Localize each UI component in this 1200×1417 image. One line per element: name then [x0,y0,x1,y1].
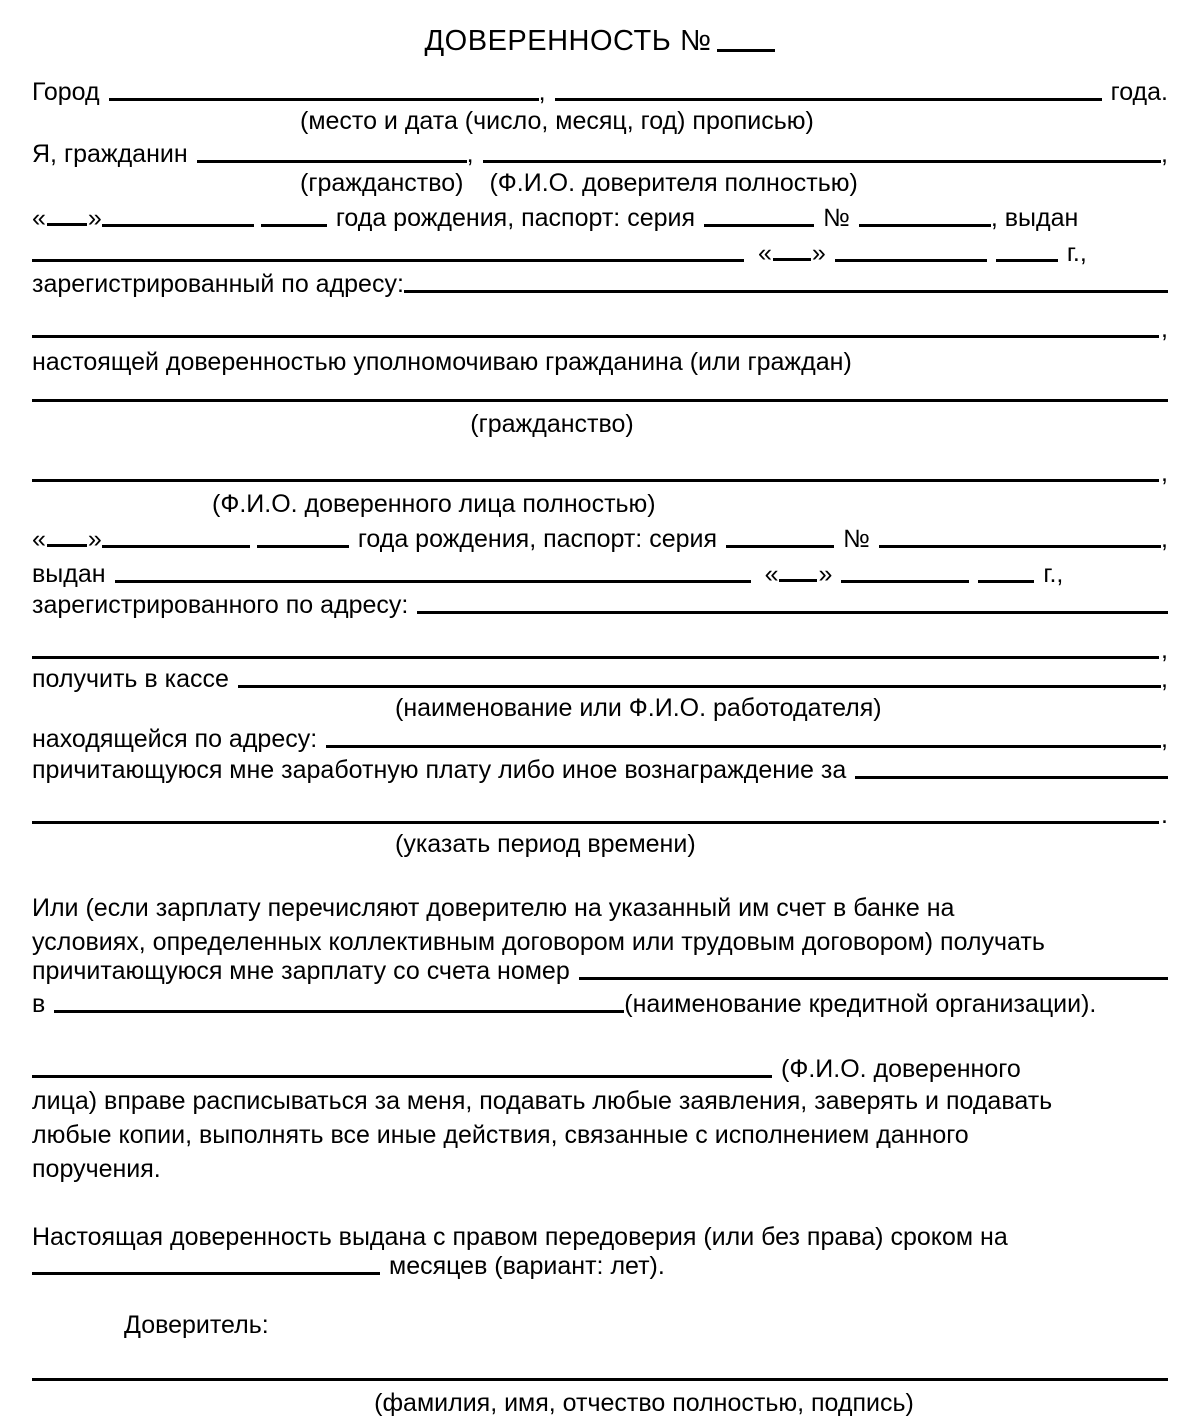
term-paragraph [32,1220,1168,1254]
attorney-issue-day-rule[interactable] [779,560,817,582]
receive-cashier-row [32,667,1168,692]
city-label: Город [32,78,100,106]
attorney-birth-passport-row [32,525,1168,552]
principal-signature-row [32,1313,1168,1338]
principal-birth-passport-row [32,204,1168,231]
attorney-passport-number-rule[interactable] [879,545,1161,548]
attorney-registered-cont-row [32,638,1168,663]
principal-issued-label: , выдан [990,204,1079,232]
principal-issue-day-group [758,239,826,266]
caption-place-date: (место и дата (число, месяц, год) прописью) [300,107,814,135]
powers-name-row [32,1057,1168,1082]
attorney-birth-month-rule[interactable] [102,545,250,548]
principal-registered-rule[interactable] [404,290,1168,293]
salary-period-end-dot: . [1161,801,1168,829]
attorney-citizenship-rule[interactable] [32,399,1168,402]
principal-fullname-rule[interactable] [483,160,1161,163]
salary-period-cont-row [32,803,1168,828]
employer-address-rule[interactable] [326,745,1161,748]
principal-registered-cont-row [32,317,1168,342]
attorney-issue-year-suffix: г., [1043,560,1064,588]
attorney-fullname-comma: , [1161,459,1168,487]
receive-cashier-label: получить в кассе [32,665,229,693]
attorney-issued-label: выдан [32,560,106,588]
principal-signature-label: Доверитель: [124,1311,269,1339]
principal-birth-month-rule[interactable] [102,224,254,227]
caption-attorney-citizenship: (гражданство) [470,410,634,438]
bank-account-row [32,959,1168,984]
quote-close: » [87,525,102,553]
principal-intro-comma: , [466,140,474,168]
bank-in-label: в [32,990,46,1018]
principal-issuer-row [32,239,1168,266]
employer-address-row [32,727,1168,752]
principal-passport-number-rule[interactable] [859,224,991,227]
attorney-birth-day-rule[interactable] [47,525,87,547]
principal-issue-year-suffix: г., [1066,239,1087,267]
quote-open: « [758,239,772,267]
attorney-issuer-row [32,560,1168,587]
caption-powers-attorney-name: (Ф.И.О. доверенного [781,1055,1021,1083]
caption-employer: (наименование или Ф.И.О. работодателя) [395,694,882,722]
attorney-passport-comma: , [1161,525,1168,553]
principal-registered-label: зарегистрированный по адресу: [32,270,404,298]
attorney-fullname-row [32,461,1168,486]
principal-citizenship-rule[interactable] [197,160,467,163]
bank-paragraph-line2: условиях, определенных коллективным договором или трудовым договором) получать [32,928,1045,956]
principal-birth-year-rule[interactable] [261,224,327,227]
page-title-text: ДОВЕРЕННОСТЬ № [424,25,712,57]
principal-intro-row [32,142,1168,167]
attorney-passport-number-sign: № [843,525,870,553]
city-date-row [32,80,1168,105]
attorney-birth-day-group [32,525,102,552]
bank-paragraph [32,891,1168,959]
caption-period: (указать период времени) [395,830,696,858]
signature-line-row [32,1378,1168,1385]
attorney-registered-row [32,593,1168,618]
salary-period-rule[interactable] [855,776,1168,779]
attorney-issue-year-rule[interactable] [978,580,1034,583]
principal-registered-cont-comma: , [1161,315,1168,343]
quote-open: « [32,525,46,553]
attorney-issue-month-rule[interactable] [841,580,969,583]
caption-attorney-fullname: (Ф.И.О. доверенного лица полностью) [212,490,656,518]
salary-period-label: причитающуюся мне заработную плату либо иное вознаграждение за [32,756,847,784]
quote-close: » [87,204,102,232]
caption-principal-citizenship: (гражданство) [300,169,464,197]
authorize-label: настоящей доверенностью уполномочиваю гражданина (или граждан) [32,348,852,376]
caption-signature: (фамилия, имя, отчество полностью, подпись) [374,1389,914,1417]
quote-open: « [32,204,46,232]
attorney-registered-cont-comma: , [1161,636,1168,664]
term-months-label: месяцев (вариант: лет). [389,1252,665,1280]
principal-birth-day-group [32,204,102,231]
salary-period-row [32,758,1168,783]
attorney-citizenship-row [32,399,1168,406]
quote-open: « [764,560,779,588]
term-line1: Настоящая доверенность выдана с правом передоверия (или без права) сроком на [32,1223,1008,1251]
attorney-fullname-rule[interactable] [32,479,1159,482]
doc-number-blank[interactable] [717,49,775,52]
powers-attorney-name-rule[interactable] [32,1075,772,1078]
city-input-rule[interactable] [109,98,539,101]
term-months-row [32,1254,1168,1279]
principal-passport-series-rule[interactable] [704,224,814,227]
attorney-issue-day-group [765,560,833,587]
employer-name-comma: , [1161,665,1168,693]
date-input-rule[interactable] [555,98,1102,101]
year-suffix: года. [1110,78,1168,106]
quote-close: » [818,560,833,588]
city-comma: , [538,78,546,106]
attorney-issuer-rule[interactable] [115,580,751,583]
employer-name-rule[interactable] [238,685,1161,688]
principal-birth-suffix: года рождения, паспорт: серия [335,204,696,232]
principal-registered-cont-rule[interactable] [32,335,1159,338]
signature-rule[interactable] [32,1378,1168,1381]
caption-credit-org: (наименование кредитной организации). [624,990,1097,1018]
attorney-registered-cont-rule[interactable] [32,656,1159,659]
term-months-rule[interactable] [32,1272,380,1275]
bank-account-label: причитающуюся мне зарплату со счета номер [32,957,570,985]
powers-body [32,1084,1168,1186]
caption-principal-fullname: (Ф.И.О. доверителя полностью) [489,169,858,197]
powers-body-line2: любые копии, выполнять все иные действия, связанные с исполнением данного [32,1121,969,1149]
attorney-passport-series-rule[interactable] [726,545,834,548]
powers-body-line1: лица) вправе расписываться за меня, подавать любые заявления, заверять и подавать [32,1087,1053,1115]
quote-close: » [811,239,826,267]
employer-address-comma: , [1161,725,1168,753]
powers-body-line3: поручения. [32,1155,161,1183]
principal-issuer-rule[interactable] [32,259,744,262]
bank-name-row [32,992,1168,1017]
principal-birth-day-rule[interactable] [47,204,87,226]
page-title [32,0,1168,56]
employer-address-label: находящейся по адресу: [32,725,318,753]
principal-captions-row [32,171,1168,196]
principal-passport-number-sign: № [823,204,850,232]
bank-account-rule[interactable] [579,977,1168,980]
principal-fullname-comma: , [1161,140,1168,168]
principal-issue-month-rule[interactable] [835,259,987,262]
salary-period-cont-rule[interactable] [32,821,1159,824]
principal-registered-row [32,272,1168,297]
principal-issue-day-rule[interactable] [773,239,811,261]
principal-intro-label: Я, гражданин [32,140,188,168]
principal-issue-year-rule[interactable] [996,259,1058,262]
bank-name-rule[interactable] [54,1010,624,1013]
attorney-registered-rule[interactable] [417,611,1168,614]
attorney-birth-suffix: года рождения, паспорт: серия [357,525,718,553]
bank-paragraph-line1: Или (если зарплату перечисляют доверителю на указанный им счет в банке на [32,894,955,922]
attorney-registered-label: зарегистрированного по адресу: [32,591,409,619]
authorize-row [32,350,1168,375]
attorney-birth-year-rule[interactable] [257,545,349,548]
